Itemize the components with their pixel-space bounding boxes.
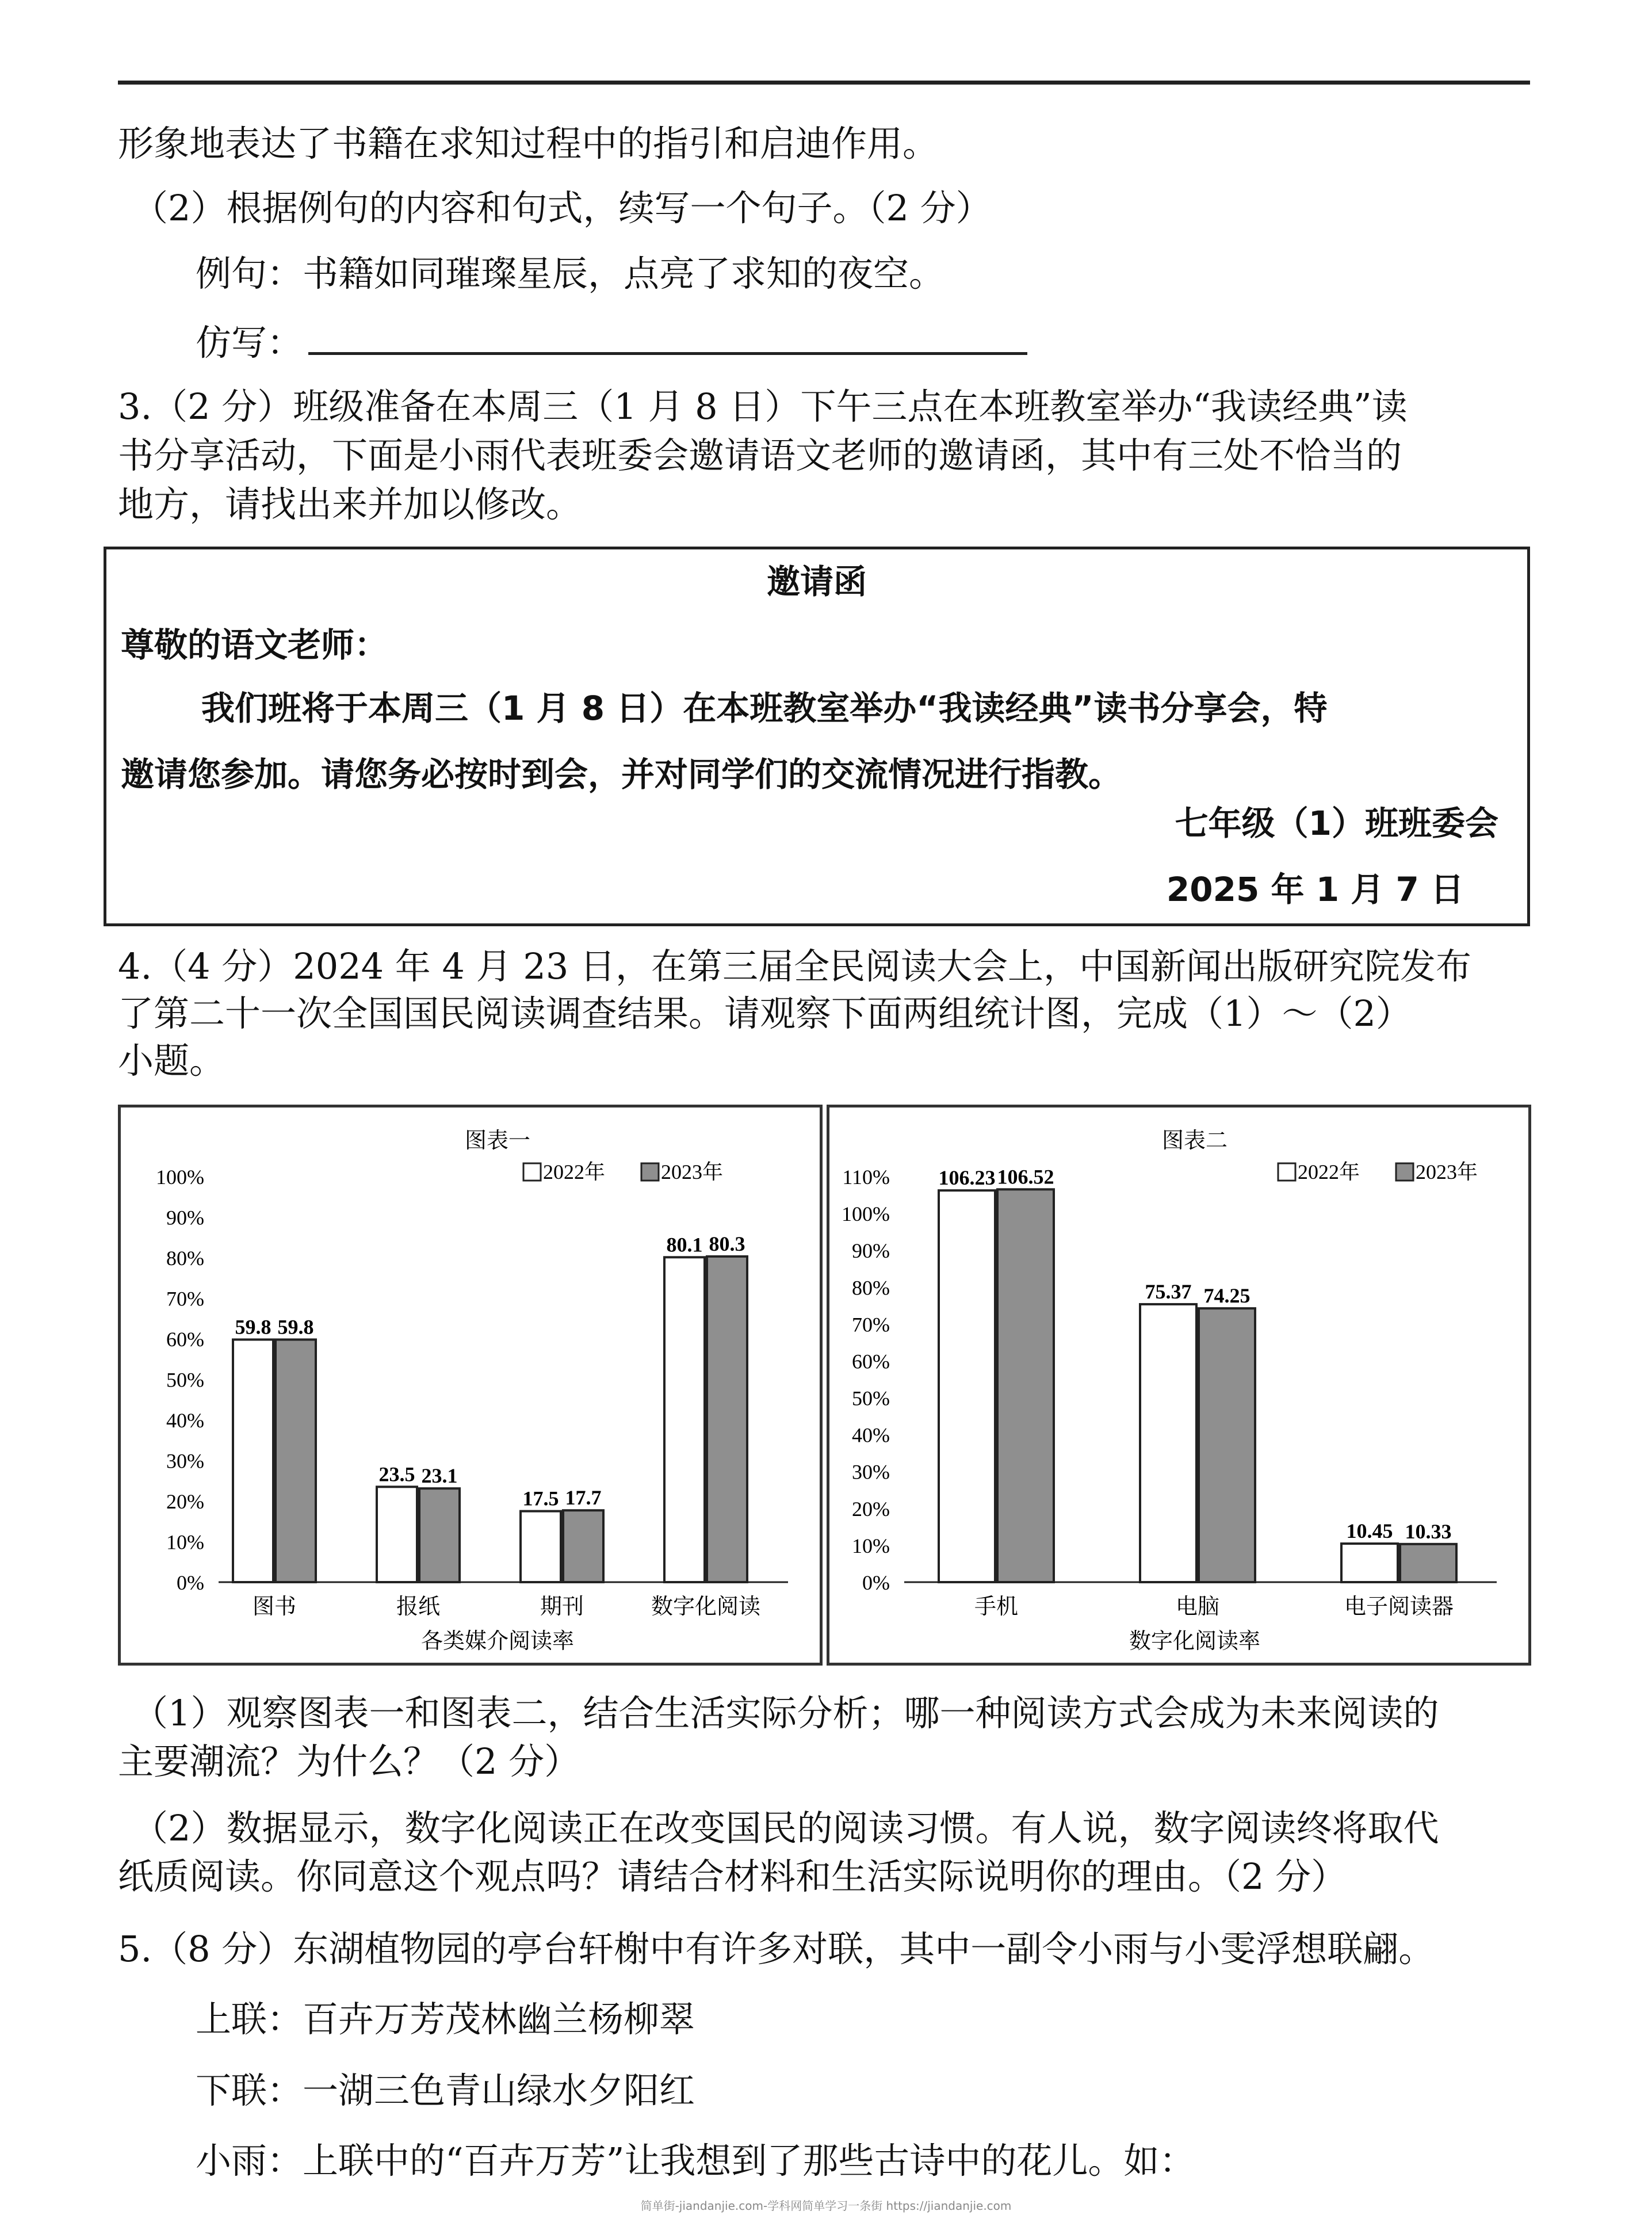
bar (997, 1189, 1054, 1582)
example-sentence: 例句：书籍如同璀璨星辰，点亮了求知的夜空。 (196, 253, 945, 295)
legend-swatch (1278, 1163, 1295, 1181)
x-tick-label: 期刊 (540, 1594, 584, 1619)
y-tick-label: 10% (166, 1530, 204, 1554)
bar (377, 1487, 417, 1582)
sub-question-1-line1: （1）观察图表一和图表二，结合生活实际分析；哪一种阅读方式会成为未来阅读的 (132, 1692, 1439, 1734)
imitation-row (196, 318, 1027, 366)
chart-2-frame (827, 1105, 1531, 1666)
bar (707, 1257, 747, 1582)
couplet-lower: 下联：一湖三色青山绿水夕阳红 (196, 2069, 695, 2111)
page-footer: 简单街-jiandanjie.com-学科网简单学习一条街 https://jiandanjie.com (640, 2199, 1012, 2213)
data-label: 59.8 (235, 1315, 271, 1339)
x-tick-label: 手机 (974, 1594, 1019, 1619)
data-label: 106.52 (997, 1165, 1054, 1189)
data-label: 59.8 (277, 1315, 314, 1339)
bar (1341, 1544, 1398, 1582)
invitation-letter-box (104, 547, 1530, 926)
bar (1140, 1304, 1196, 1582)
bar (233, 1339, 273, 1582)
y-tick-label: 70% (852, 1313, 890, 1336)
question-5: 5.（8 分）东湖植物园的亭台轩榭中有许多对联，其中一副令小雨与小雯浮想联翩。 (118, 1928, 1435, 1970)
bar (939, 1190, 995, 1582)
y-tick-label: 40% (166, 1409, 204, 1432)
question-2-2: （2）根据例句的内容和句式，续写一个句子。（2 分） (132, 187, 992, 229)
y-tick-label: 0% (862, 1571, 890, 1594)
y-tick-label: 30% (166, 1449, 204, 1473)
y-tick-label: 70% (166, 1287, 204, 1311)
y-tick-label: 100% (842, 1202, 890, 1226)
question-4-line1: 4.（4 分）2024 年 4 月 23 日，在第三届全民阅读大会上，中国新闻出版研究院发布 (118, 945, 1471, 987)
bar (521, 1511, 561, 1582)
legend-label: 2023年 (1416, 1160, 1478, 1183)
question-4-line2: 了第二十一次全国国民阅读调查结果。请观察下面两组统计图，完成（1）～（2） (118, 992, 1412, 1034)
legend-label: 2022年 (1298, 1160, 1360, 1183)
y-tick-label: 60% (166, 1328, 204, 1351)
data-label: 106.23 (938, 1166, 996, 1190)
legend-swatch (523, 1163, 541, 1181)
top-rule (118, 81, 1530, 85)
question-4-line3: 小题。 (118, 1040, 225, 1082)
bar (664, 1257, 705, 1582)
legend-label: 2023年 (661, 1160, 724, 1183)
data-label: 10.33 (1405, 1519, 1452, 1543)
data-label: 23.1 (421, 1464, 458, 1488)
legend-swatch (641, 1163, 659, 1181)
x-tick-label: 电脑 (1175, 1594, 1220, 1619)
y-tick-label: 20% (852, 1497, 890, 1521)
y-tick-label: 80% (166, 1247, 204, 1270)
x-tick-label: 报纸 (396, 1594, 441, 1619)
data-label: 80.3 (709, 1232, 745, 1255)
y-tick-label: 20% (166, 1490, 204, 1513)
y-tick-label: 50% (852, 1387, 890, 1410)
y-tick-label: 90% (166, 1206, 204, 1229)
letter-signature: 七年级（1）班班委会 (1175, 804, 1498, 843)
y-tick-label: 40% (852, 1423, 890, 1447)
bar (563, 1510, 603, 1582)
x-tick-label: 数字化阅读 (651, 1594, 761, 1619)
y-tick-label: 30% (852, 1460, 890, 1484)
couplet-upper: 上联：百卉万芳茂林幽兰杨柳翠 (196, 1998, 695, 2040)
data-label: 80.1 (666, 1233, 703, 1257)
bar (1400, 1544, 1456, 1582)
x-axis-label: 各类媒介阅读率 (420, 1628, 575, 1653)
data-label: 23.5 (378, 1462, 415, 1486)
letter-title: 邀请函 (766, 562, 867, 601)
sub-question-2-line2: 纸质阅读。你同意这个观点吗？请结合材料和生活实际说明你的理由。（2 分） (118, 1855, 1347, 1897)
sub-question-2-line1: （2）数据显示，数字化阅读正在改变国民的阅读习惯。有人说，数字阅读终将取代 (132, 1807, 1439, 1849)
legend-swatch (1396, 1163, 1413, 1181)
sub-question-1-line2: 主要潮流？为什么？（2 分） (118, 1740, 580, 1782)
chart-title: 图表一 (464, 1129, 531, 1153)
data-label: 74.25 (1203, 1284, 1251, 1308)
legend-label: 2022年 (543, 1160, 606, 1183)
data-label: 10.45 (1346, 1519, 1393, 1543)
letter-date: 2025 年 1 月 7 日 (1166, 870, 1464, 909)
y-tick-label: 10% (852, 1534, 890, 1557)
y-tick-label: 90% (852, 1239, 890, 1263)
question-3-line3: 地方，请找出来并加以修改。 (118, 483, 582, 525)
y-tick-label: 80% (852, 1276, 890, 1300)
bar (1199, 1308, 1255, 1582)
chart-2 (829, 1108, 1528, 1663)
y-tick-label: 110% (842, 1166, 890, 1189)
letter-body-2: 邀请您参加。请您务必按时到会，并对同学们的交流情况进行指教。 (121, 755, 1122, 794)
imitation-label: 仿写： (196, 322, 303, 364)
y-tick-label: 60% (852, 1350, 890, 1373)
y-tick-label: 100% (156, 1166, 204, 1189)
x-tick-label: 图书 (252, 1594, 297, 1619)
data-label: 17.7 (565, 1486, 602, 1510)
y-tick-label: 0% (177, 1571, 204, 1594)
y-tick-label: 50% (166, 1368, 204, 1392)
data-label: 17.5 (522, 1487, 559, 1510)
chart-1-frame (118, 1105, 823, 1666)
bar (419, 1488, 460, 1582)
xiaoyu-line: 小雨：上联中的“百卉万芳”让我想到了那些古诗中的花儿。如： (196, 2140, 1195, 2182)
question-3-line1: 3.（2 分）班级准备在本周三（1 月 8 日）下午三点在本班教室举办“我读经典”读 (118, 385, 1408, 427)
bar (276, 1339, 316, 1582)
chart-1 (121, 1108, 820, 1663)
chart-title: 图表二 (1161, 1129, 1228, 1153)
letter-greeting: 尊敬的语文老师： (121, 625, 388, 664)
question-3-line2: 书分享活动，下面是小雨代表班委会邀请语文老师的邀请函，其中有三处不恰当的 (118, 434, 1402, 476)
answer-blank[interactable] (308, 318, 1027, 355)
data-label: 75.37 (1145, 1280, 1192, 1303)
x-tick-label: 电子阅读器 (1344, 1594, 1454, 1619)
text-line: 形象地表达了书籍在求知过程中的指引和启迪作用。 (118, 123, 939, 165)
x-axis-label: 数字化阅读率 (1129, 1628, 1261, 1653)
letter-body-1: 我们班将于本周三（1 月 8 日）在本班教室举办“我读经典”读书分享会，特 (201, 689, 1328, 728)
